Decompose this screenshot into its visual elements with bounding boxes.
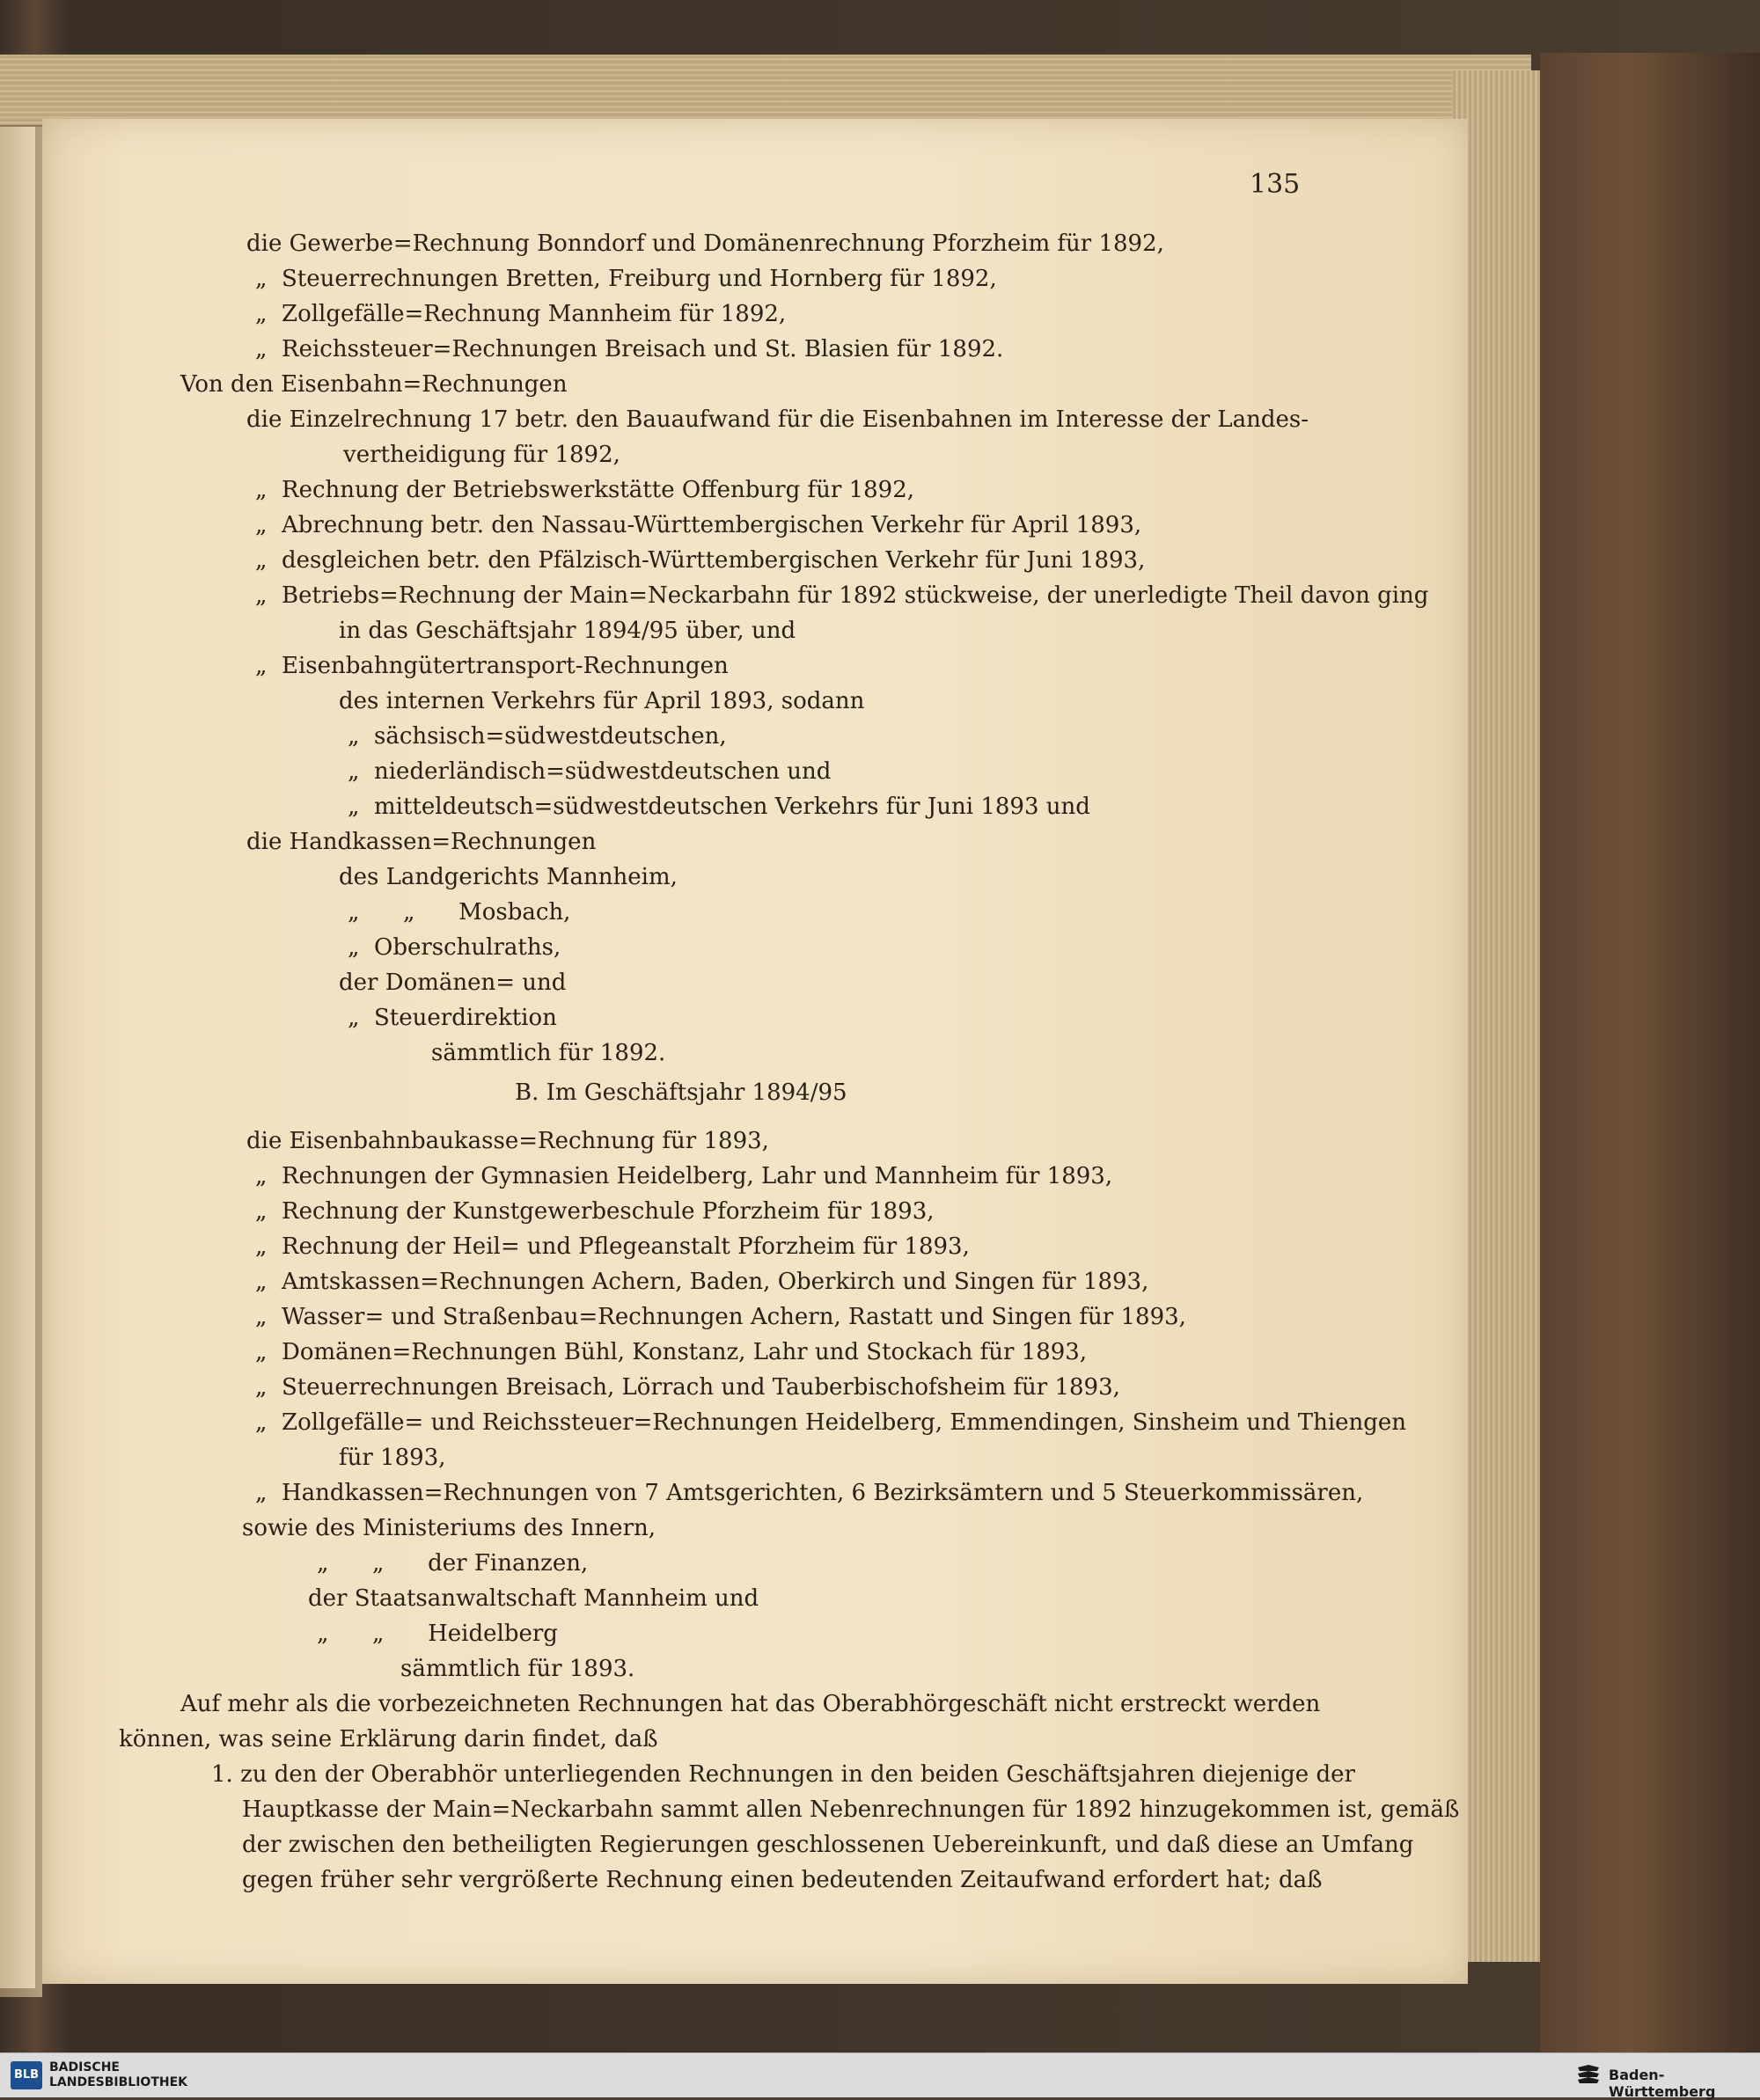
page-number: 135 (1250, 169, 1301, 200)
text-line: „ Wasser= und Straßenbau=Rechnungen Achern, Rastatt und Singen für 1893, (255, 1304, 1186, 1330)
text-line: in das Geschäftsjahr 1894/95 über, und (339, 618, 796, 644)
text-line: 1. zu den der Oberabhör unterliegenden Rechnungen in den beiden Geschäftsjahren diejenige der (211, 1761, 1355, 1788)
text-line: „ desgleichen betr. den Pfälzisch-Württembergischen Verkehr für Juni 1893, (255, 547, 1146, 574)
footer-bar (0, 2052, 1760, 2100)
text-line: „ Eisenbahngütertransport-Rechnungen (255, 653, 729, 679)
text-line: sämmtlich für 1892. (431, 1040, 666, 1066)
text-line: der zwischen den betheiligten Regierungen geschlossenen Uebereinkunft, und daß diese an Umfang (242, 1832, 1414, 1858)
left-page (0, 106, 35, 1988)
text-line: die Einzelrechnung 17 betr. den Bauaufwand für die Eisenbahnen im Interesse der Landes- (246, 406, 1309, 433)
text-line: die Eisenbahnbaukasse=Rechnung für 1893, (246, 1128, 769, 1154)
text-line: „ Zollgefälle= und Reichssteuer=Rechnungen Heidelberg, Emmendingen, Sinsheim und Thiengen (255, 1409, 1407, 1436)
state-name: Baden-Württemberg (1609, 2067, 1716, 2100)
library-name[interactable] (49, 2060, 187, 2090)
text-line: des internen Verkehrs für April 1893, sodann (339, 688, 865, 714)
blb-logo[interactable]: BLB (11, 2061, 42, 2089)
text-line: die Handkassen=Rechnungen (246, 829, 597, 855)
text-line: „ „ der Finanzen, (317, 1550, 589, 1577)
text-line: „ Betriebs=Rechnung der Main=Neckarbahn für 1892 stückweise, der unerledigte Theil davon ging (255, 582, 1429, 609)
text-line: „ Domänen=Rechnungen Bühl, Konstanz, Lahr und Stockach für 1893, (255, 1339, 1088, 1365)
text-line: „ Oberschulraths, (348, 934, 561, 961)
section-heading: B. Im Geschäftsjahr 1894/95 (515, 1079, 847, 1106)
text-line: der Staatsanwaltschaft Mannheim und (308, 1585, 759, 1612)
text-line: „ Rechnung der Heil= und Pflegeanstalt Pforzheim für 1893, (255, 1233, 970, 1260)
text-line: Auf mehr als die vorbezeichneten Rechnungen hat das Oberabhörgeschäft nicht erstreckt werden (180, 1691, 1321, 1717)
text-line: „ niederländisch=südwestdeutschen und (348, 758, 832, 785)
text-line: „ Rechnung der Betriebswerkstätte Offenburg für 1892, (255, 477, 914, 503)
library-name-line2: LANDESBIBLIOTHEK (49, 2075, 188, 2089)
text-line: „ „ Mosbach, (348, 899, 571, 926)
text-line: „ Zollgefälle=Rechnung Mannheim für 1892, (255, 301, 787, 327)
text-line: „ Steuerdirektion (348, 1005, 557, 1031)
text-line: „ Handkassen=Rechnungen von 7 Amtsgerichten, 6 Bezirksämtern und 5 Steuerkommissären, (255, 1480, 1364, 1506)
text-line: „ Rechnung der Kunstgewerbeschule Pforzheim für 1893, (255, 1198, 935, 1225)
top-page-edge (0, 55, 1531, 127)
text-line: sowie des Ministeriums des Innern, (242, 1515, 656, 1541)
text-line: „ „ Heidelberg (317, 1621, 558, 1647)
text-line: „ sächsisch=südwestdeutschen, (348, 723, 727, 750)
text-line: gegen früher sehr vergrößerte Rechnung einen bedeutenden Zeitaufwand erfordert hat; daß (242, 1867, 1323, 1893)
text-line: für 1893, (339, 1445, 446, 1471)
book-cover (1540, 53, 1760, 2052)
text-line: „ Steuerrechnungen Breisach, Lörrach und Tauberbischofsheim für 1893, (255, 1374, 1120, 1401)
library-name-line1: BADISCHE (49, 2060, 120, 2074)
text-line: können, was seine Erklärung darin findet, daß (119, 1726, 658, 1752)
baden-wuerttemberg-logo-icon[interactable] (1575, 2062, 1602, 2089)
text-line: sämmtlich für 1893. (400, 1656, 635, 1682)
text-line: „ mitteldeutsch=südwestdeutschen Verkehrs für Juni 1893 und (348, 794, 1090, 820)
text-line: „ Rechnungen der Gymnasien Heidelberg, Lahr und Mannheim für 1893, (255, 1163, 1113, 1189)
text-line: die Gewerbe=Rechnung Bonndorf und Domänenrechnung Pforzheim für 1892, (246, 230, 1164, 257)
text-line: „ Reichssteuer=Rechnungen Breisach und St. Blasien für 1892. (255, 336, 1004, 362)
text-line: vertheidigung für 1892, (343, 442, 620, 468)
section-heading: Von den Eisenbahn=Rechnungen (180, 371, 568, 398)
text-line: „ Steuerrechnungen Bretten, Freiburg und Hornberg für 1892, (255, 266, 997, 292)
text-line: des Landgerichts Mannheim, (339, 864, 678, 890)
text-line: Hauptkasse der Main=Neckarbahn sammt allen Nebenrechnungen für 1892 hinzugekommen ist, gemäß (242, 1796, 1460, 1823)
text-line: „ Amtskassen=Rechnungen Achern, Baden, Oberkirch und Singen für 1893, (255, 1269, 1149, 1295)
text-line: der Domänen= und (339, 970, 567, 996)
text-line: „ Abrechnung betr. den Nassau-Württembergischen Verkehr für April 1893, (255, 512, 1142, 538)
